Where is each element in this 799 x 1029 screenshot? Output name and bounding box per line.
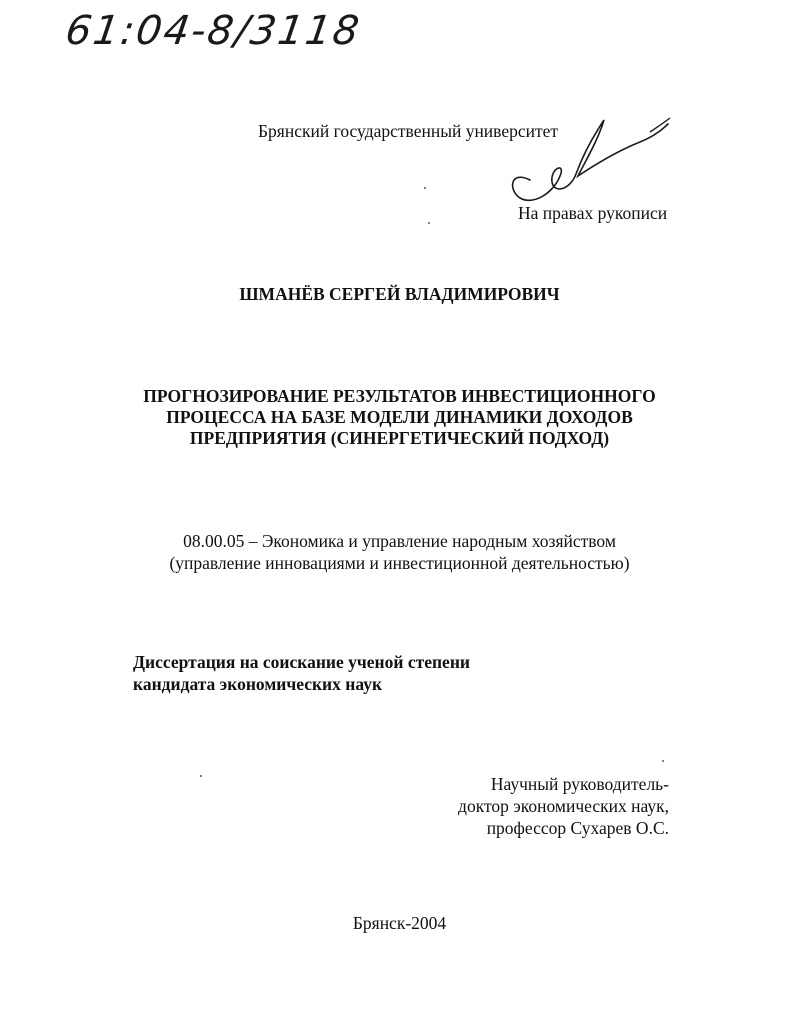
degree-statement [133,651,470,695]
supervisor-line: Научный руководитель- [490,774,669,794]
dissertation-title [0,386,799,449]
signature [500,112,680,212]
scan-speck [662,760,664,762]
scan-speck [428,222,430,224]
supervisor-line: доктор экономических наук, [458,796,669,816]
university-name: Брянский государственный университет [258,121,559,141]
degree-line: кандидата экономических наук [133,674,383,694]
author-name: ШМАНЁВ СЕРГЕЙ ВЛАДИМИРОВИЧ [239,284,560,304]
supervisor-line: профессор Сухарев О.С. [486,818,669,838]
scientific-supervisor [453,773,669,839]
scan-speck [200,775,202,777]
title-line: ПРОЦЕССА НА БАЗЕ МОДЕЛИ ДИНАМИКИ ДОХОДОВ [166,407,633,427]
specialty-line: 08.00.05 – Экономика и управление народным хозяйством [183,531,616,551]
place-and-year: Брянск-2004 [352,913,447,933]
title-line: ПРЕДПРИЯТИЯ (СИНЕРГЕТИЧЕСКИЙ ПОДХОД) [189,428,610,448]
title-line: ПРОГНОЗИРОВАНИЕ РЕЗУЛЬТАТОВ ИНВЕСТИЦИОННОГО [143,386,656,406]
specialty-line: (управление инновациями и инвестиционной деятельностью) [169,553,630,573]
specialty [0,530,799,574]
manuscript-rights-note: На правах рукописи [518,203,668,223]
scan-speck [424,187,426,189]
degree-line: Диссертация на соискание ученой степени [133,652,470,672]
handwritten-archive-code: 61:04-8/3118 [62,8,364,54]
